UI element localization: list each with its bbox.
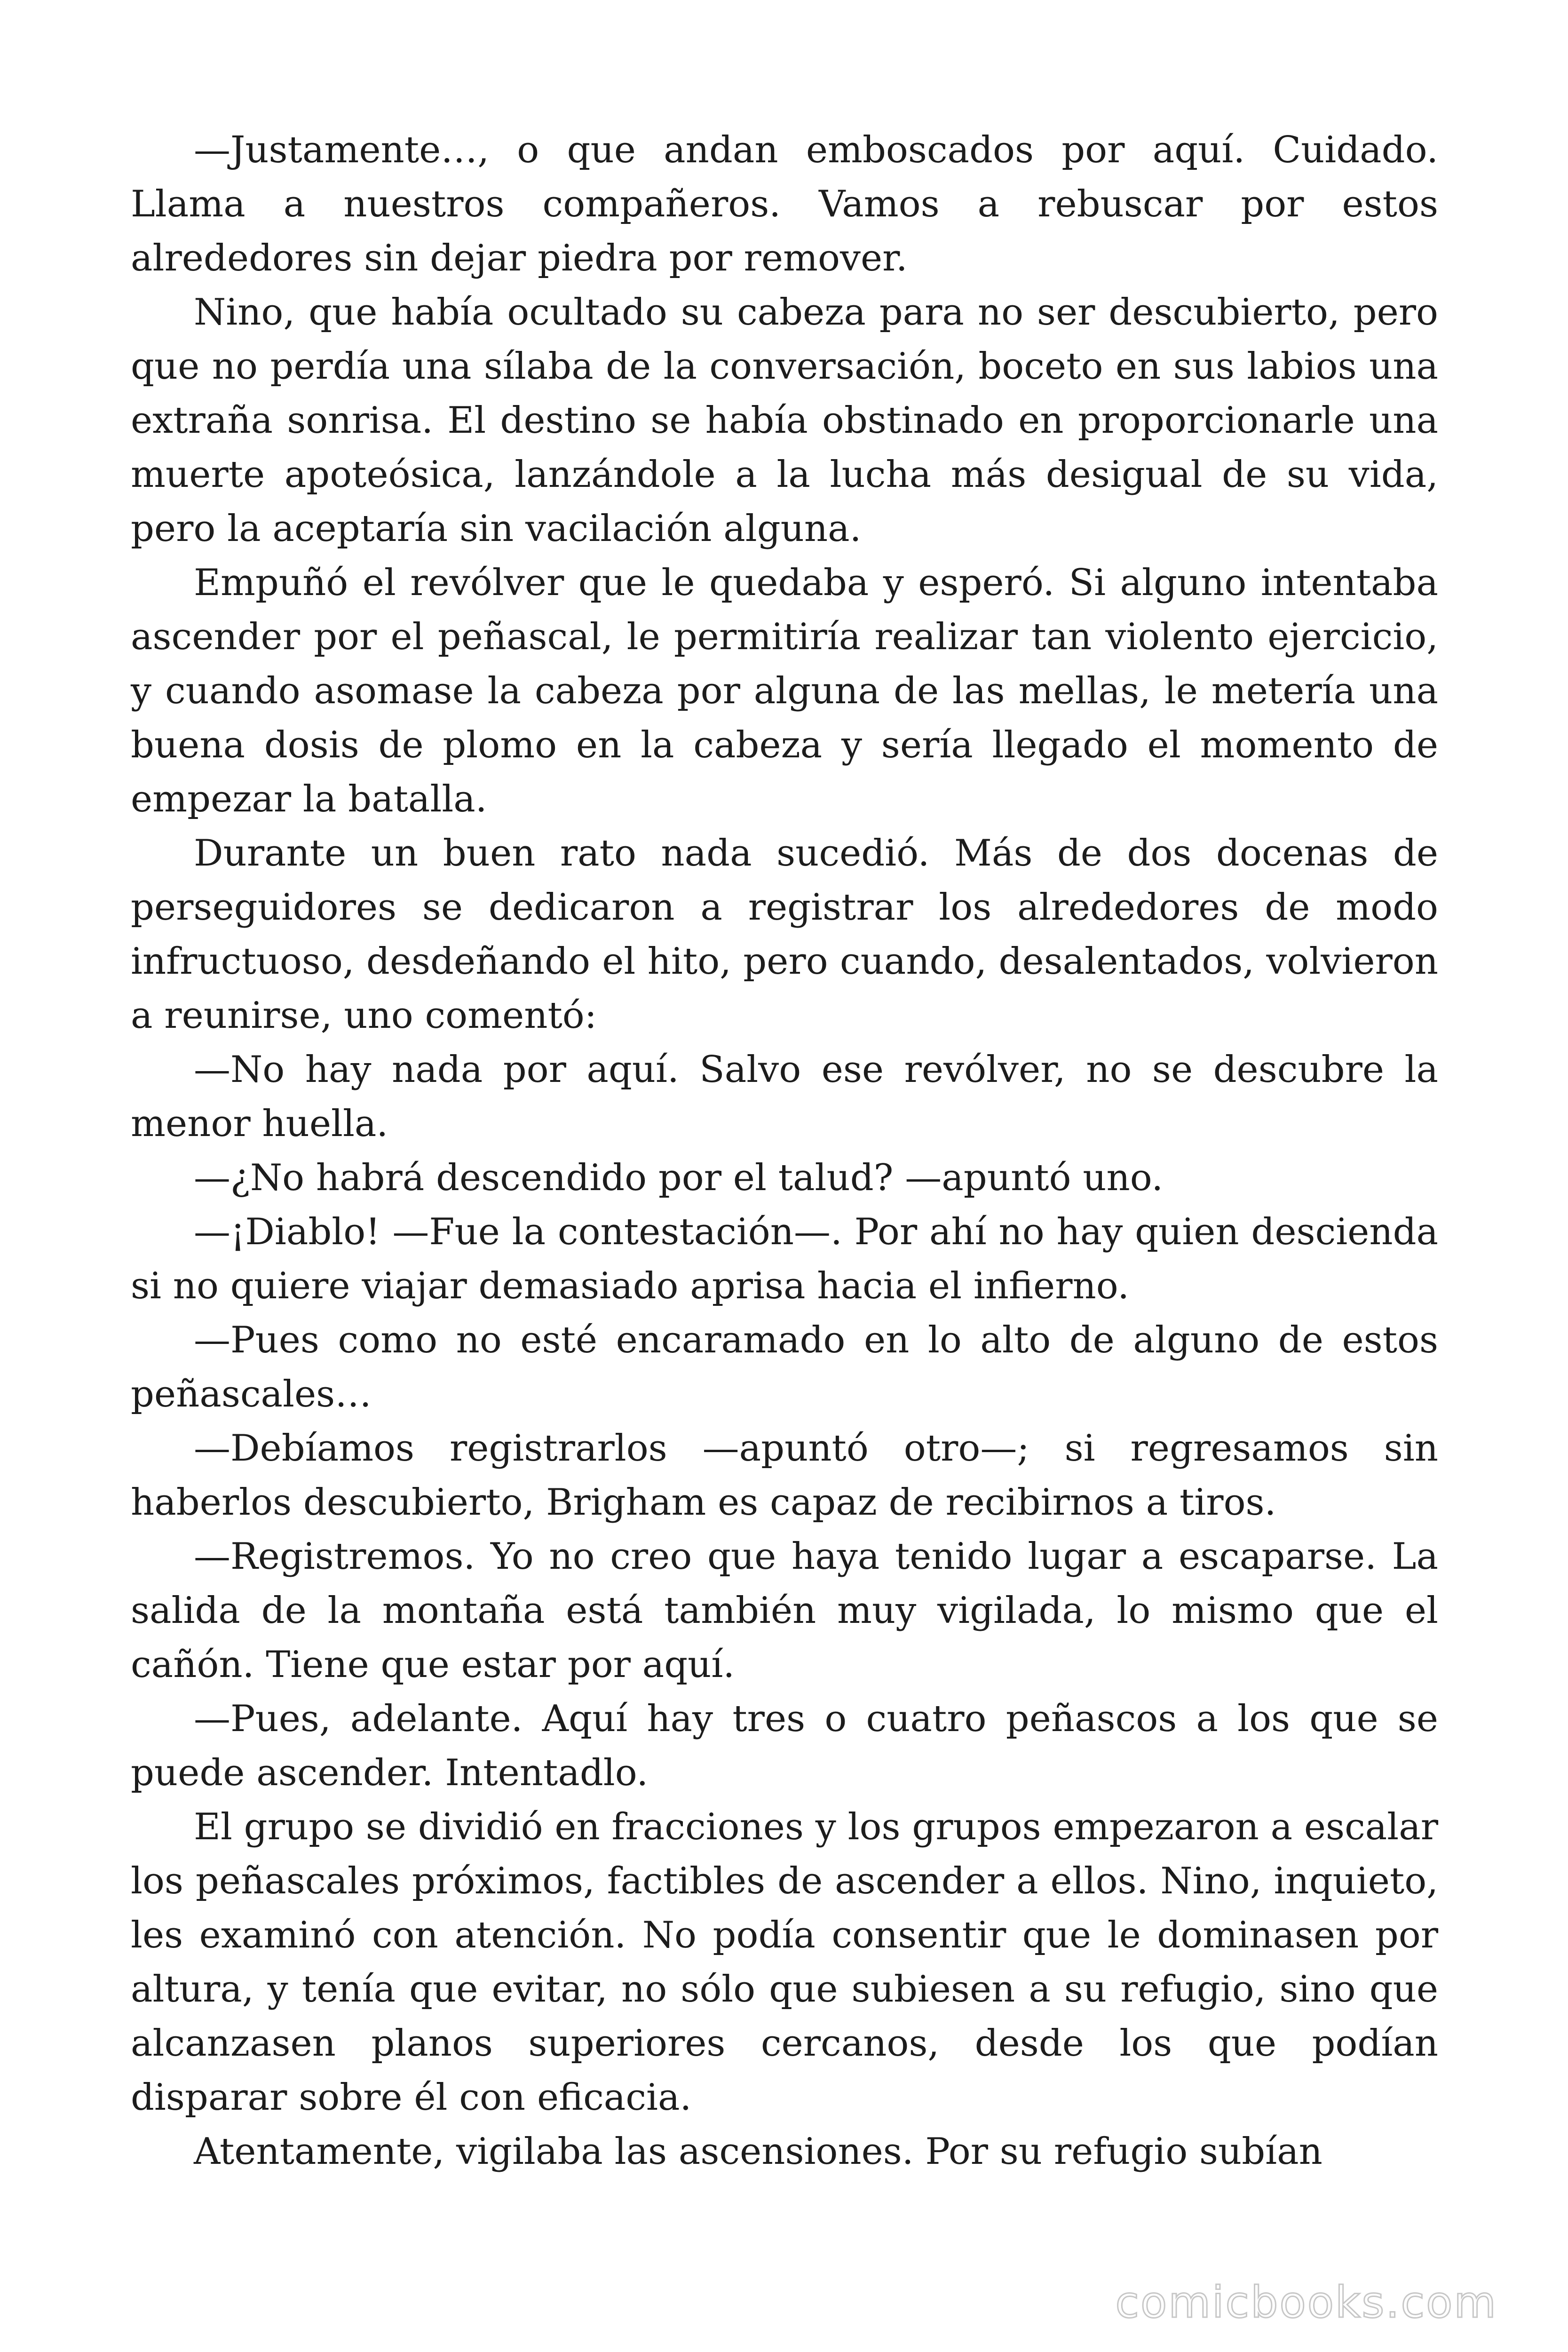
paragraph: —¿No habrá descendido por el talud? —apuntó uno. xyxy=(194,1157,1164,1199)
paragraph: Atentamente, vigilaba las ascensiones. Por su refugio subían xyxy=(194,2130,1323,2173)
paragraph: —Debíamos registrarlos —apuntó otro—; si regresamos sin haberlos descubierto, Brigham es capaz de recibirnos a tiros. xyxy=(131,1427,1438,1524)
paragraph: Nino, que había ocultado su cabeza para no ser descubierto, pero que no perdía una sílaba de la conversación, boceto en sus labios una extraña sonrisa. El destino se había obstinado en proporcionarle una muerte apoteósica, lanzándole a la lucha más desigual de su vida, pero la aceptaría sin vacilación alguna. xyxy=(131,291,1438,550)
watermark: comicbooks.com xyxy=(1115,2277,1497,2328)
paragraph: —No hay nada por aquí. Salvo ese revólver, no se descubre la menor huella. xyxy=(131,1049,1438,1145)
paragraph: —Pues, adelante. Aquí hay tres o cuatro peñascos a los que se puede ascender. Intentadlo. xyxy=(131,1698,1438,1794)
paragraph: Durante un buen rato nada sucedió. Más de dos docenas de perseguidores se dedicaron a registrar los alrededores de modo infructuoso, desdeñando el hito, pero cuando, desalentados, volvieron a reunirse, uno comentó: xyxy=(131,832,1438,1037)
paragraph: —Pues como no esté encaramado en lo alto de alguno de estos peñascales… xyxy=(131,1319,1438,1415)
paragraph: —Justamente…, o que andan emboscados por aquí. Cuidado. Llama a nuestros compañeros. Vamos a rebuscar por estos alrededores sin dejar piedra por remover. xyxy=(131,129,1438,279)
paragraph: El grupo se dividió en fracciones y los grupos empezaron a escalar los peñascales próximos, factibles de ascender a ellos. Nino, inquieto, les examinó con atención. No podía consentir que le dominasen por altura, y tenía que evitar, no sólo que subiesen a su refugio, sino que alcanzasen planos superiores cercanos, desde los que podían disparar sobre él con eficacia. xyxy=(131,1806,1438,2119)
paragraph: —Registremos. Yo no creo que haya tenido lugar a escaparse. La salida de la montaña está también muy vigilada, lo mismo que el cañón. Tiene que estar por aquí. xyxy=(131,1535,1438,1686)
body-text xyxy=(131,123,1438,2179)
paragraph: —¡Diablo! —Fue la contestación—. Por ahí no hay quien descienda si no quiere viajar demasiado aprisa hacia el infierno. xyxy=(131,1211,1438,1307)
paragraph: Empuñó el revólver que le quedaba y esperó. Si alguno intentaba ascender por el peñascal, le permitiría realizar tan violento ejercicio, y cuando asomase la cabeza por alguna de las mellas, le metería una buena dosis de plomo en la cabeza y sería llegado el momento de empezar la batalla. xyxy=(131,562,1438,820)
